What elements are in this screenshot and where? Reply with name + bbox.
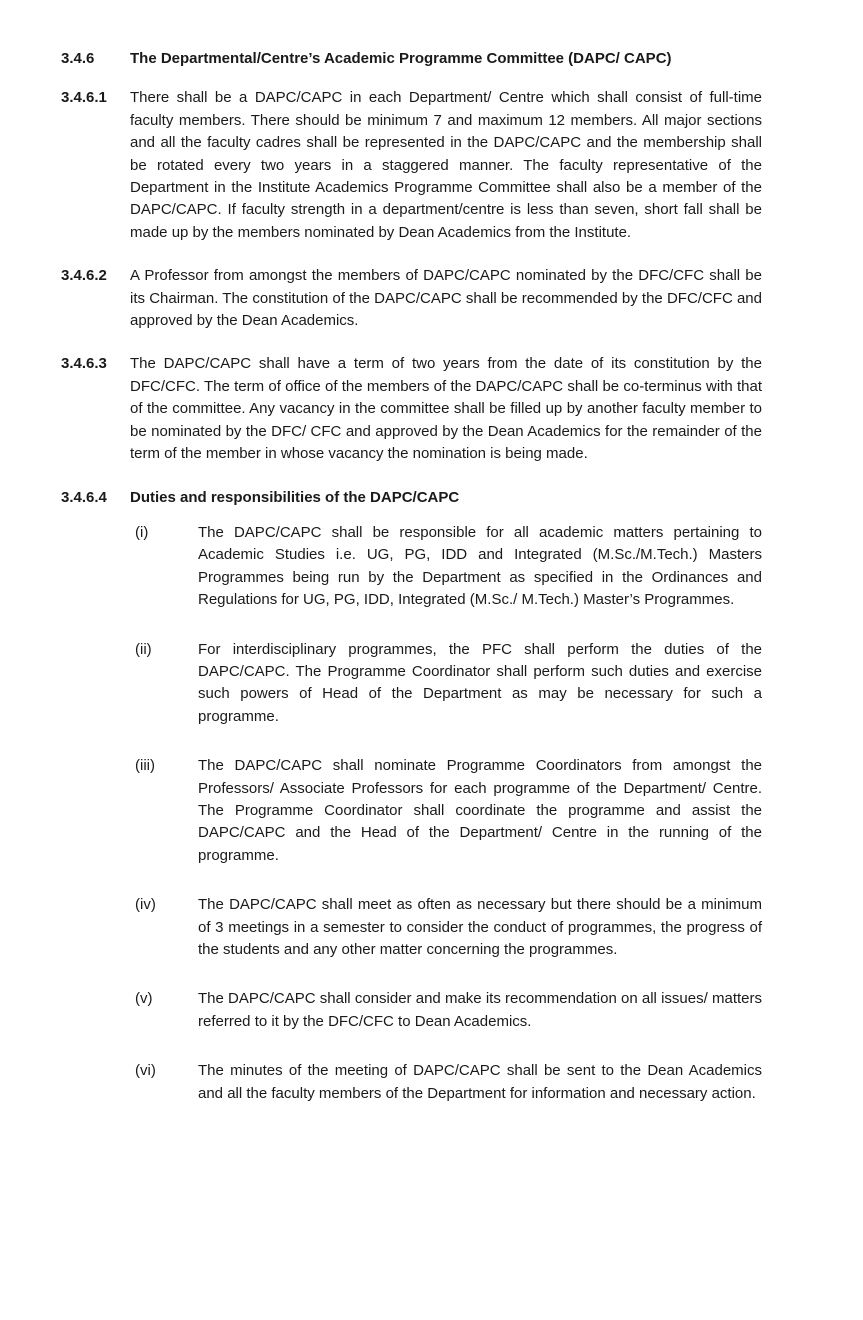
duty-text: The DAPC/CAPC shall meet as often as necessary but there should be a minimum of 3 meetings in a semester to consider the conduct of programmes, the progress of the students and any other matter concerning the programmes. — [198, 896, 762, 958]
duty-label: (vi) — [135, 1062, 156, 1080]
duty-text: The DAPC/CAPC shall be responsible for all academic matters pertaining to Academic Studies i.e. UG, PG, IDD and Integrated (M.Sc./M.Tech.) Masters Programmes being run by the Department as specified in the Ordinances and Regulations for UG, PG, IDD, Integrated (M.Sc./ M.Tech.) Master’s Programmes. — [198, 523, 762, 609]
clause-number: 3.4.6.3 — [61, 355, 107, 373]
clause-3-4-6-4-heading — [61, 487, 762, 509]
section-heading-3-4-6 — [61, 48, 762, 70]
duty-label: (iii) — [135, 757, 155, 775]
duty-label: (iv) — [135, 896, 156, 914]
duty-label: (i) — [135, 523, 149, 541]
duty-item-iv — [135, 894, 762, 961]
clause-number: 3.4.6.1 — [61, 89, 107, 107]
duty-text: The DAPC/CAPC shall nominate Programme Coordinators from amongst the Professors/ Associate Professors for each programme of the Department/ Centre. The Programme Coordinator shall coordinate the programme and assist the DAPC/CAPC and the Head of the Department/ Centre in the running of the programme. — [198, 757, 762, 864]
section-number: 3.4.6 — [61, 50, 95, 67]
duties-title: Duties and responsibilities of the DAPC/CAPC — [130, 488, 460, 506]
clause-number: 3.4.6.4 — [61, 488, 107, 506]
clause-3-4-6-1 — [61, 87, 762, 244]
clause-text: The DAPC/CAPC shall have a term of two years from the date of its constitution by the DFC/CFC. The term of office of the members of the DAPC/CAPC shall be co-terminus with that of the committee. Any vacancy in the committee shall be filled up by another faculty member to be nominated by the DFC/ CFC and approved by the Dean Academics for the remainder of the term of the member in whose vacancy the nomination is being made. — [130, 355, 762, 463]
clause-text: A Professor from amongst the members of DAPC/CAPC nominated by the DFC/CFC shall be its Chairman. The constitution of the DAPC/CAPC shall be recommended by the DFC/CFC and approved by the Dean Academics. — [130, 267, 762, 330]
duty-text: For interdisciplinary programmes, the PFC shall perform the duties of the DAPC/CAPC. The Programme Coordinator shall perform such duties and exercise such powers of Head of the Department as may be necessary for such a programme. — [198, 640, 762, 725]
clause-text: There shall be a DAPC/CAPC in each Department/ Centre which shall consist of full-time faculty members. There should be minimum 7 and maximum 12 members. All major sections and all the faculty cadres shall be represented in the DAPC/CAPC and the membership shall be rotated every two years in a staggered manner. The faculty representative of the Department in the Institute Academics Programme Committee shall also be a member of the DAPC/CAPC. If faculty strength in a department/centre is less than seven, short fall shall be made up by the members nominated by Dean Academics from the Institute. — [130, 89, 762, 241]
duty-label: (ii) — [135, 640, 152, 658]
clause-3-4-6-3 — [61, 353, 762, 465]
duties-list — [135, 522, 762, 1105]
section-title: The Departmental/Centre’s Academic Programme Committee (DAPC/ CAPC) — [130, 50, 672, 67]
duty-text: The DAPC/CAPC shall consider and make its recommendation on all issues/ matters referred to it by the DFC/CFC to Dean Academics. — [198, 990, 762, 1030]
duty-item-iii — [135, 755, 762, 867]
clause-3-4-6-2 — [61, 265, 762, 332]
duty-item-v — [135, 988, 762, 1033]
duty-item-i — [135, 522, 762, 612]
duty-text: The minutes of the meeting of DAPC/CAPC shall be sent to the Dean Academics and all the faculty members of the Department for information and necessary action. — [198, 1062, 762, 1102]
clause-number: 3.4.6.2 — [61, 267, 107, 285]
duty-item-ii — [135, 639, 762, 729]
duty-item-vi — [135, 1060, 762, 1105]
duty-label: (v) — [135, 990, 153, 1008]
